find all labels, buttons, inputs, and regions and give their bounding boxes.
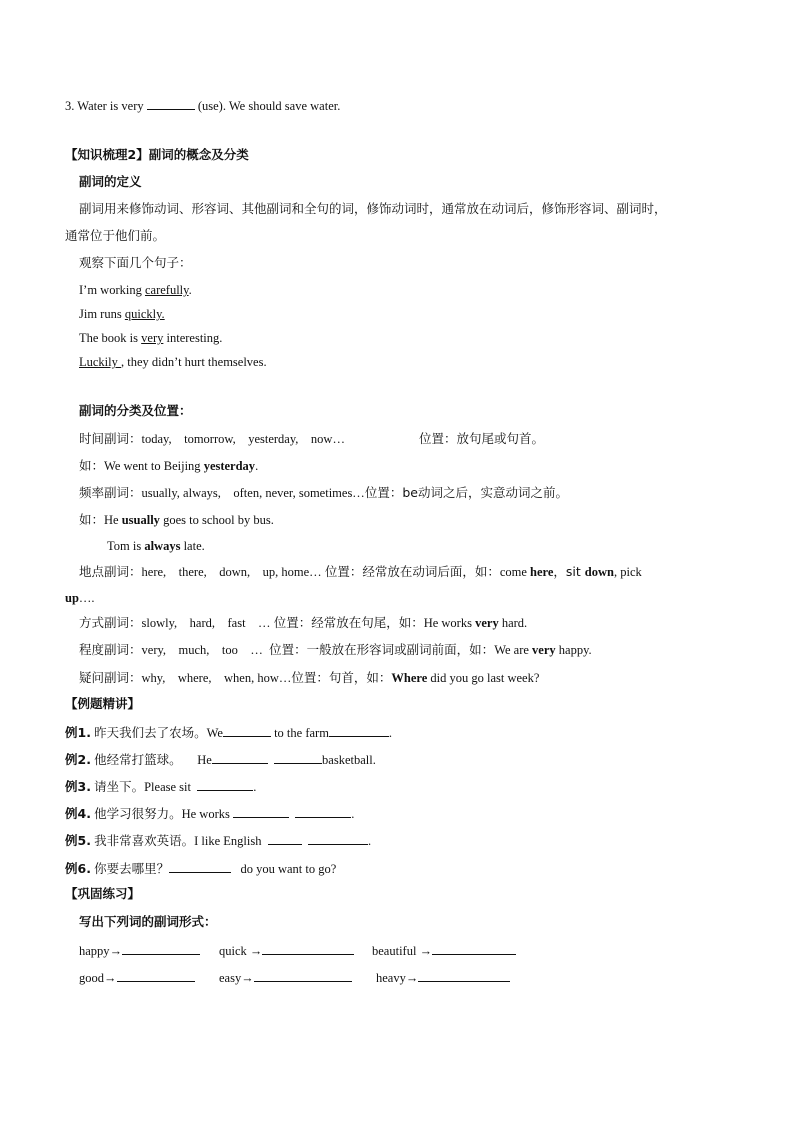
example-sentence: The book is very interesting. [79,331,223,345]
example-sentence: Jim runs quickly. [79,307,165,321]
time-adverbs-position: 位置：放句尾或句首。 [419,431,545,446]
frequency-adverbs: 频率副词：usually, always, often, never, sometimes…位置：be动词之后，实意动词之前。 [79,485,568,500]
answer-blank[interactable] [212,751,268,764]
example-2: 例2. 他经常打篮球。 He basketball. [65,752,376,767]
classification-title: 副词的分类及位置： [79,403,192,418]
definition-line-2: 通常位于他们前。 [65,228,166,243]
answer-blank[interactable] [268,832,302,845]
practice-item: happy→ [79,942,200,959]
answer-blank[interactable] [432,942,516,955]
answer-blank[interactable] [308,832,368,845]
manner-adverbs: 方式副词：slowly, hard, fast … 位置：经常放在句尾，如：He works very hard. [79,615,528,630]
example-1: 例1. 昨天我们去了农场。We to the farm . [65,725,393,740]
place-adverbs: 地点副词：here, there, down, up, home… 位置：经常放在动词后面，如：come here，sit down, pick [79,564,642,579]
section-heading-2: 【知识梳理2】副词的概念及分类 [65,147,249,162]
frequency-example-2: Tom is always late. [107,539,205,553]
practice-heading: 【巩固练习】 [65,886,141,901]
example-3: 例3. 请坐下。Please sit . [65,779,257,794]
answer-blank[interactable] [147,97,195,110]
place-adverbs-cont: up…. [65,591,95,605]
answer-blank[interactable] [122,942,200,955]
exercise-3: 3. Water is very (use). We should save water. [65,99,341,113]
answer-blank[interactable] [223,724,271,737]
frequency-example-1: 如：He usually goes to school by bus. [79,512,274,527]
example-4: 例4. 他学习很努力。He works . [65,806,355,821]
answer-blank[interactable] [169,860,231,873]
examples-heading: 【例题精讲】 [65,696,141,711]
practice-item: quick → [219,942,354,959]
time-adverbs: 时间副词：today, tomorrow, yesterday, now… [79,431,345,446]
answer-blank[interactable] [418,969,510,982]
answer-blank[interactable] [197,778,253,791]
practice-item: good→ [79,969,195,986]
example-sentence: I’m working carefully. [79,283,192,297]
answer-blank[interactable] [295,805,351,818]
example-sentence: Luckily , they didn’t hurt themselves. [79,355,267,369]
degree-adverbs: 程度副词：very, much, too … 位置：一般放在形容词或副词前面，如：We are very happy. [79,642,592,657]
answer-blank[interactable] [274,751,322,764]
answer-blank[interactable] [262,942,354,955]
example-6: 例6. 你要去哪里？ do you want to go? [65,861,337,876]
interrogative-adverbs: 疑问副词：why, where, when, how…位置：句首，如：Where did you go last week? [79,670,540,685]
answer-blank[interactable] [329,724,389,737]
definition-title: 副词的定义 [79,174,142,189]
example-5: 例5. 我非常喜欢英语。I like English . [65,833,372,848]
practice-item: beautiful → [372,942,516,959]
definition-line-1: 副词用来修饰动词、形容词、其他副词和全句的词，修饰动词时，通常放在动词后，修饰形容词、副词时， [79,201,667,216]
answer-blank[interactable] [254,969,352,982]
time-example: 如：We went to Beijing yesterday. [79,458,259,473]
practice-item: easy→ [219,969,352,986]
practice-instruction: 写出下列词的副词形式： [79,914,217,929]
answer-blank[interactable] [233,805,289,818]
practice-item: heavy→ [376,969,510,986]
answer-blank[interactable] [117,969,195,982]
observe-label: 观察下面几个句子： [79,255,192,270]
